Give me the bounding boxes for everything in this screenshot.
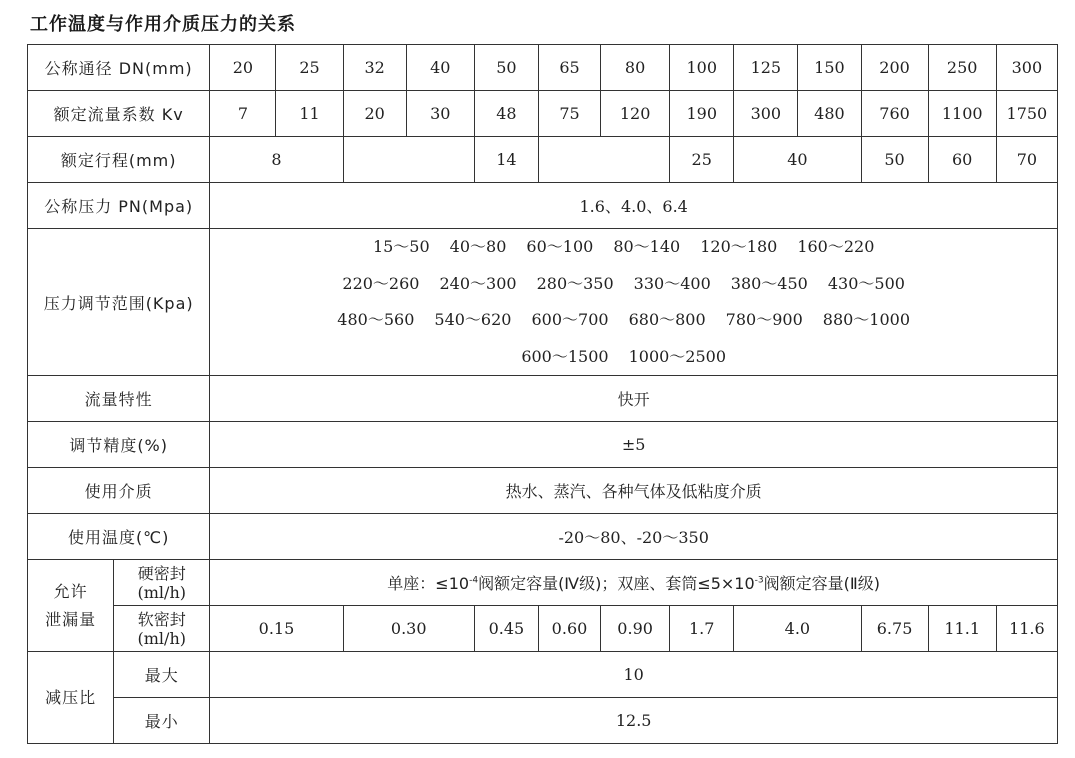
stroke-row — [28, 137, 1058, 183]
soft-seal-label — [114, 606, 210, 652]
kv-label: 额定流量系数 Kv — [28, 91, 210, 137]
range-item: 80～140 — [613, 237, 681, 256]
range-line — [210, 266, 1057, 303]
hard-seal-label — [114, 560, 210, 606]
range-item: 540～620 — [434, 310, 512, 329]
range-item: 430～500 — [827, 273, 905, 293]
stroke-cell: 70 — [996, 137, 1057, 183]
flow-char-row — [28, 376, 1058, 422]
soft-seal-cell: 0.90 — [601, 606, 670, 652]
range-line — [210, 339, 1057, 376]
temp-value: -20～80、-20～350 — [210, 514, 1058, 560]
soft-seal-cell: 4.0 — [734, 606, 861, 652]
hard-seal-unit: (ml/h) — [137, 582, 186, 602]
ratio-max-value: 10 — [210, 652, 1058, 698]
hard-seal-text: 阀额定容量(Ⅳ级)；双座、套筒≤5×10 — [478, 574, 755, 593]
kv-cell: 300 — [734, 91, 798, 137]
range-item: 380～450 — [730, 273, 808, 293]
range-item: 120～180 — [700, 237, 778, 256]
range-item: 330～400 — [633, 273, 711, 293]
range-item: 60～100 — [526, 237, 594, 256]
soft-seal-row — [28, 606, 1058, 652]
kv-cell: 75 — [538, 91, 600, 137]
kv-cell: 30 — [406, 91, 474, 137]
dn-cell: 25 — [276, 45, 343, 91]
soft-seal-cell: 11.1 — [928, 606, 996, 652]
kv-cell: 48 — [474, 91, 538, 137]
range-line — [210, 302, 1057, 339]
range-item: 220～260 — [342, 273, 420, 293]
range-item: 680～800 — [628, 310, 706, 329]
dn-cell: 200 — [861, 45, 928, 91]
dn-cell: 65 — [538, 45, 600, 91]
dn-cell: 50 — [474, 45, 538, 91]
dn-cell: 250 — [928, 45, 996, 91]
dn-cell: 125 — [734, 45, 798, 91]
range-item: 160～220 — [797, 237, 875, 256]
range-item: 40～80 — [449, 237, 507, 256]
medium-row — [28, 468, 1058, 514]
soft-seal-cell: 0.30 — [343, 606, 474, 652]
kv-cell: 190 — [670, 91, 734, 137]
ratio-group-label: 减压比 — [28, 652, 114, 744]
accuracy-row — [28, 422, 1058, 468]
dn-cell: 32 — [343, 45, 406, 91]
stroke-cell: 50 — [861, 137, 928, 183]
stroke-cell: 25 — [670, 137, 734, 183]
dn-row — [28, 45, 1058, 91]
range-item: 240～300 — [439, 273, 517, 293]
range-item: 280～350 — [536, 273, 614, 293]
temp-label: 使用温度(℃) — [28, 514, 210, 560]
leakage-label-line: 泄漏量 — [45, 609, 97, 629]
range-item: 15～50 — [372, 237, 430, 256]
range-item: 880～1000 — [822, 310, 911, 329]
stroke-cell: 60 — [928, 137, 996, 183]
range-line — [210, 229, 1057, 266]
kv-cell: 1750 — [996, 91, 1057, 137]
ratio-min-label: 最小 — [114, 698, 210, 744]
spec-table — [27, 44, 1058, 744]
dn-cell: 300 — [996, 45, 1057, 91]
soft-seal-cell: 0.60 — [538, 606, 600, 652]
kv-cell: 480 — [798, 91, 861, 137]
stroke-cell: 14 — [474, 137, 538, 183]
ratio-max-label: 最大 — [114, 652, 210, 698]
hard-seal-row — [28, 560, 1058, 606]
ratio-max-row — [28, 652, 1058, 698]
kv-cell: 760 — [861, 91, 928, 137]
ratio-min-row — [28, 698, 1058, 744]
hard-seal-text: 阀额定容量(Ⅱ级) — [763, 574, 881, 593]
dn-cell: 150 — [798, 45, 861, 91]
stroke-cell — [343, 137, 474, 183]
hard-seal-exponent: -4 — [469, 575, 479, 586]
range-item: 1000～2500 — [628, 346, 727, 366]
temp-row — [28, 514, 1058, 560]
range-item: 780～900 — [725, 310, 803, 329]
pn-row — [28, 183, 1058, 229]
range-values — [210, 229, 1058, 376]
stroke-label: 额定行程(mm) — [28, 137, 210, 183]
dn-cell: 100 — [670, 45, 734, 91]
dn-cell: 20 — [210, 45, 276, 91]
hard-seal-label-line: 硬密封 — [137, 563, 186, 583]
range-item: 600～700 — [531, 310, 609, 329]
stroke-cell: 8 — [210, 137, 343, 183]
accuracy-value: ±5 — [210, 422, 1058, 468]
kv-cell: 20 — [343, 91, 406, 137]
dn-cell: 40 — [406, 45, 474, 91]
leakage-label-line: 允许 — [53, 581, 88, 601]
soft-seal-cell: 0.15 — [210, 606, 343, 652]
stroke-cell — [538, 137, 669, 183]
medium-value: 热水、蒸汽、各种气体及低粘度介质 — [210, 468, 1058, 514]
leakage-group-label — [28, 560, 114, 652]
soft-seal-unit: (ml/h) — [137, 628, 186, 648]
range-item: 600～1500 — [521, 346, 609, 366]
pn-value: 1.6、4.0、6.4 — [210, 183, 1058, 229]
range-item: 480～560 — [337, 310, 415, 329]
kv-row — [28, 91, 1058, 137]
hard-seal-text: 单座：≤10 — [387, 574, 470, 593]
soft-seal-cell: 11.6 — [996, 606, 1057, 652]
flow-char-value: 快开 — [210, 376, 1058, 422]
page-title: 工作温度与作用介质压力的关系 — [30, 14, 296, 35]
soft-seal-cell: 6.75 — [861, 606, 928, 652]
stroke-cell: 40 — [734, 137, 861, 183]
hard-seal-value — [210, 560, 1058, 606]
kv-cell: 7 — [210, 91, 276, 137]
hard-seal-exponent: -3 — [754, 575, 764, 586]
range-label: 压力调节范围(Kpa) — [28, 229, 210, 376]
pn-label: 公称压力 PN(Mpa) — [28, 183, 210, 229]
accuracy-label: 调节精度(%) — [28, 422, 210, 468]
kv-cell: 1100 — [928, 91, 996, 137]
dn-cell: 80 — [601, 45, 670, 91]
flow-char-label: 流量特性 — [28, 376, 210, 422]
kv-cell: 120 — [601, 91, 670, 137]
medium-label: 使用介质 — [28, 468, 210, 514]
range-row — [28, 229, 1058, 376]
soft-seal-cell: 0.45 — [474, 606, 538, 652]
soft-seal-cell: 1.7 — [670, 606, 734, 652]
dn-label: 公称通径 DN(mm) — [28, 45, 210, 91]
ratio-min-value: 12.5 — [210, 698, 1058, 744]
kv-cell: 11 — [276, 91, 343, 137]
soft-seal-label-line: 软密封 — [137, 609, 186, 629]
